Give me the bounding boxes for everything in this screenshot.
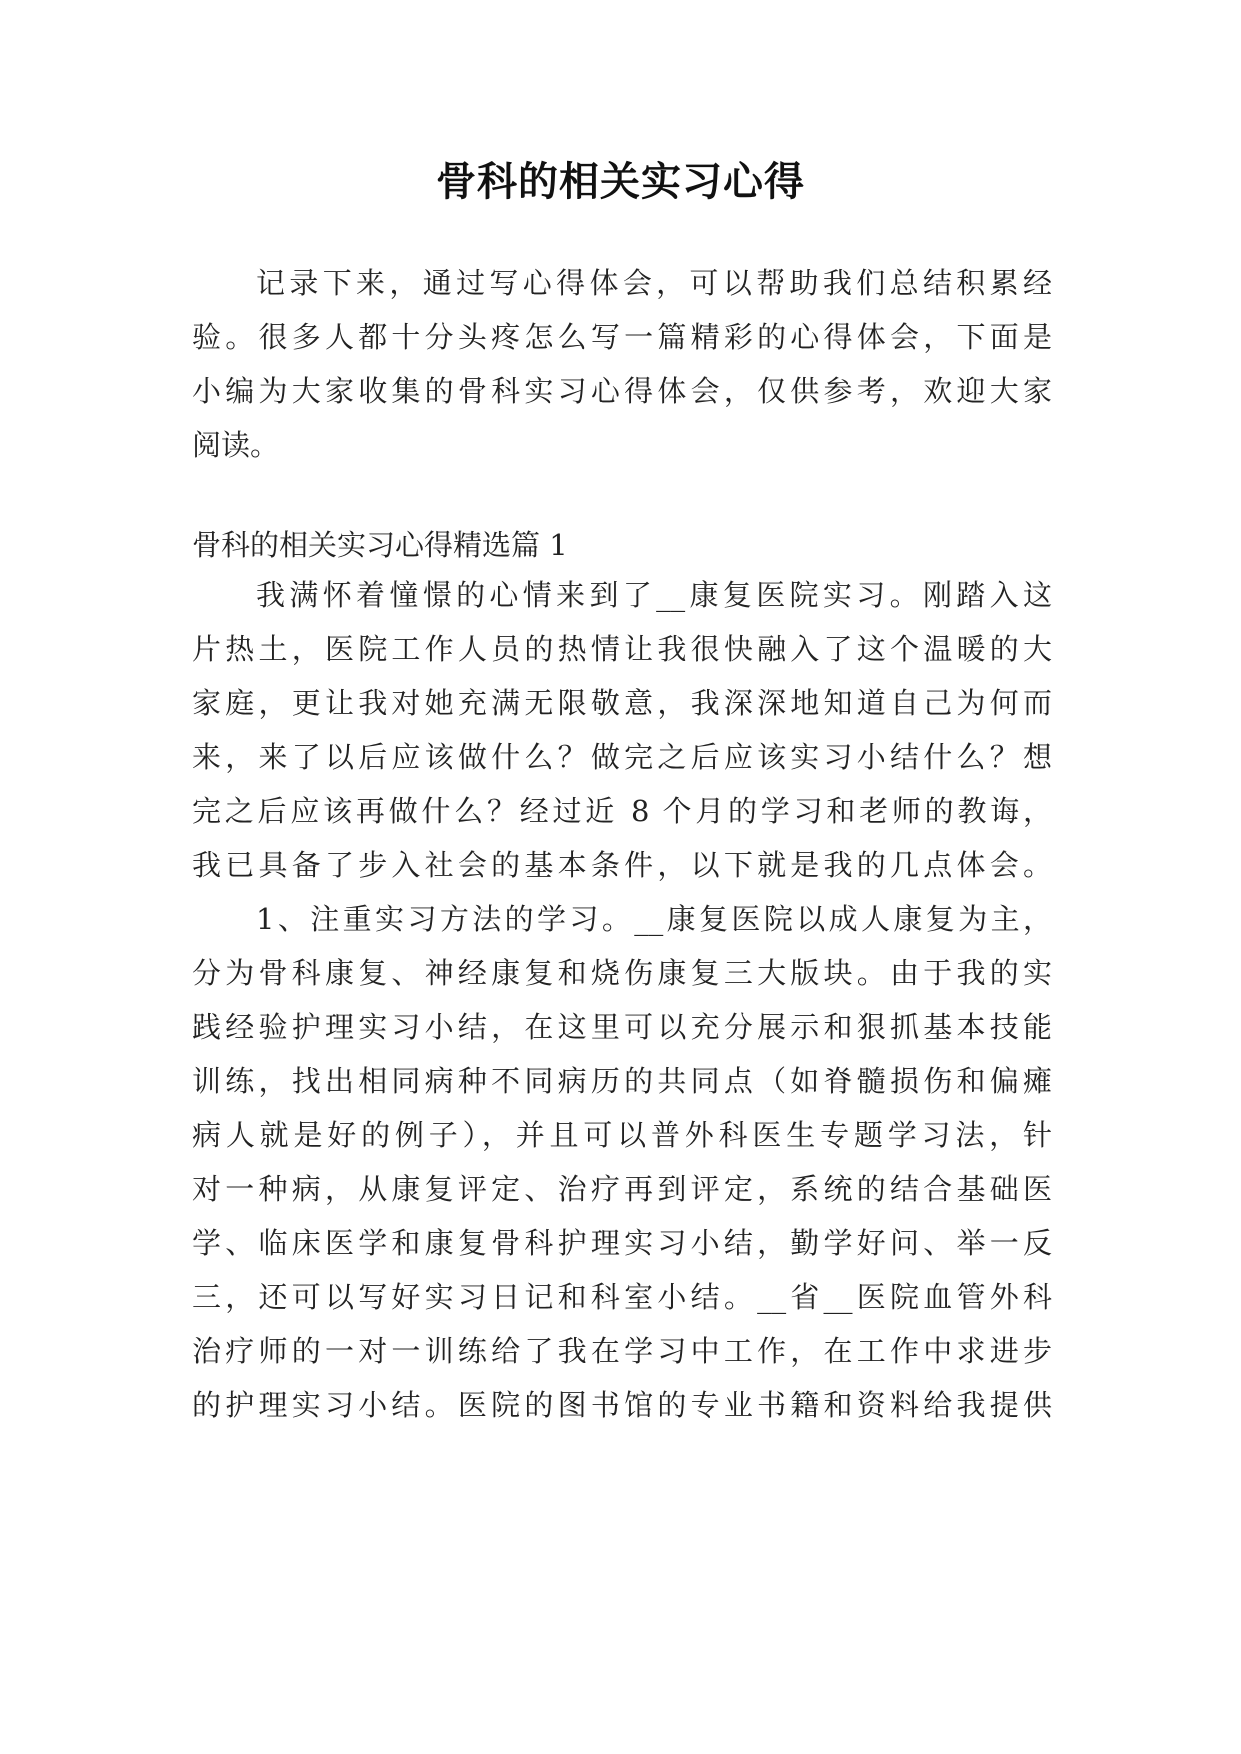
paragraph-line: 对一种病，从康复评定、治疗再到评定，系统的结合基础医 [192,1172,1052,1206]
paragraph-line: 家庭，更让我对她充满无限敬意，我深深地知道自己为何而 [192,686,1052,720]
paragraph-line: 学、临床医学和康复骨科护理实习小结，勤学好问、举一反 [192,1226,1052,1260]
section-heading: 骨科的相关实习心得精选篇 1 [192,528,568,562]
paragraph-line: 片热土，医院工作人员的热情让我很快融入了这个温暖的大 [192,632,1052,666]
paragraph-line: 1、注重实习方法的学习。__康复医院以成人康复为主， [256,902,1052,936]
paragraph-line: 三，还可以写好实习日记和科室小结。__省__医院血管外科 [192,1280,1052,1314]
paragraph-line: 治疗师的一对一训练给了我在学习中工作，在工作中求进步 [192,1334,1052,1368]
paragraph-line: 来，来了以后应该做什么？做完之后应该实习小结什么？想 [192,740,1052,774]
paragraph-line: 分为骨科康复、神经康复和烧伤康复三大版块。由于我的实 [192,956,1052,990]
intro-line: 记录下来，通过写心得体会，可以帮助我们总结积累经 [256,266,1052,300]
intro-line: 验。很多人都十分头疼怎么写一篇精彩的心得体会，下面是 [192,320,1052,354]
intro-line: 小编为大家收集的骨科实习心得体会，仅供参考，欢迎大家 [192,374,1052,408]
paragraph-line: 践经验护理实习小结，在这里可以充分展示和狠抓基本技能 [192,1010,1052,1044]
paragraph-line: 的护理实习小结。医院的图书馆的专业书籍和资料给我提供 [192,1388,1052,1422]
document-title: 骨科的相关实习心得 [436,158,805,205]
paragraph-line: 完之后应该再做什么？经过近 8 个月的学习和老师的教诲， [192,794,1052,828]
paragraph-line: 我已具备了步入社会的基本条件，以下就是我的几点体会。 [192,848,1052,882]
intro-line: 阅读。 [192,428,280,462]
paragraph-line: 我满怀着憧憬的心情来到了__康复医院实习。刚踏入这 [256,578,1052,612]
paragraph-line: 训练，找出相同病种不同病历的共同点（如脊髓损伤和偏瘫 [192,1064,1052,1098]
paragraph-line: 病人就是好的例子），并且可以普外科医生专题学习法，针 [192,1118,1052,1152]
